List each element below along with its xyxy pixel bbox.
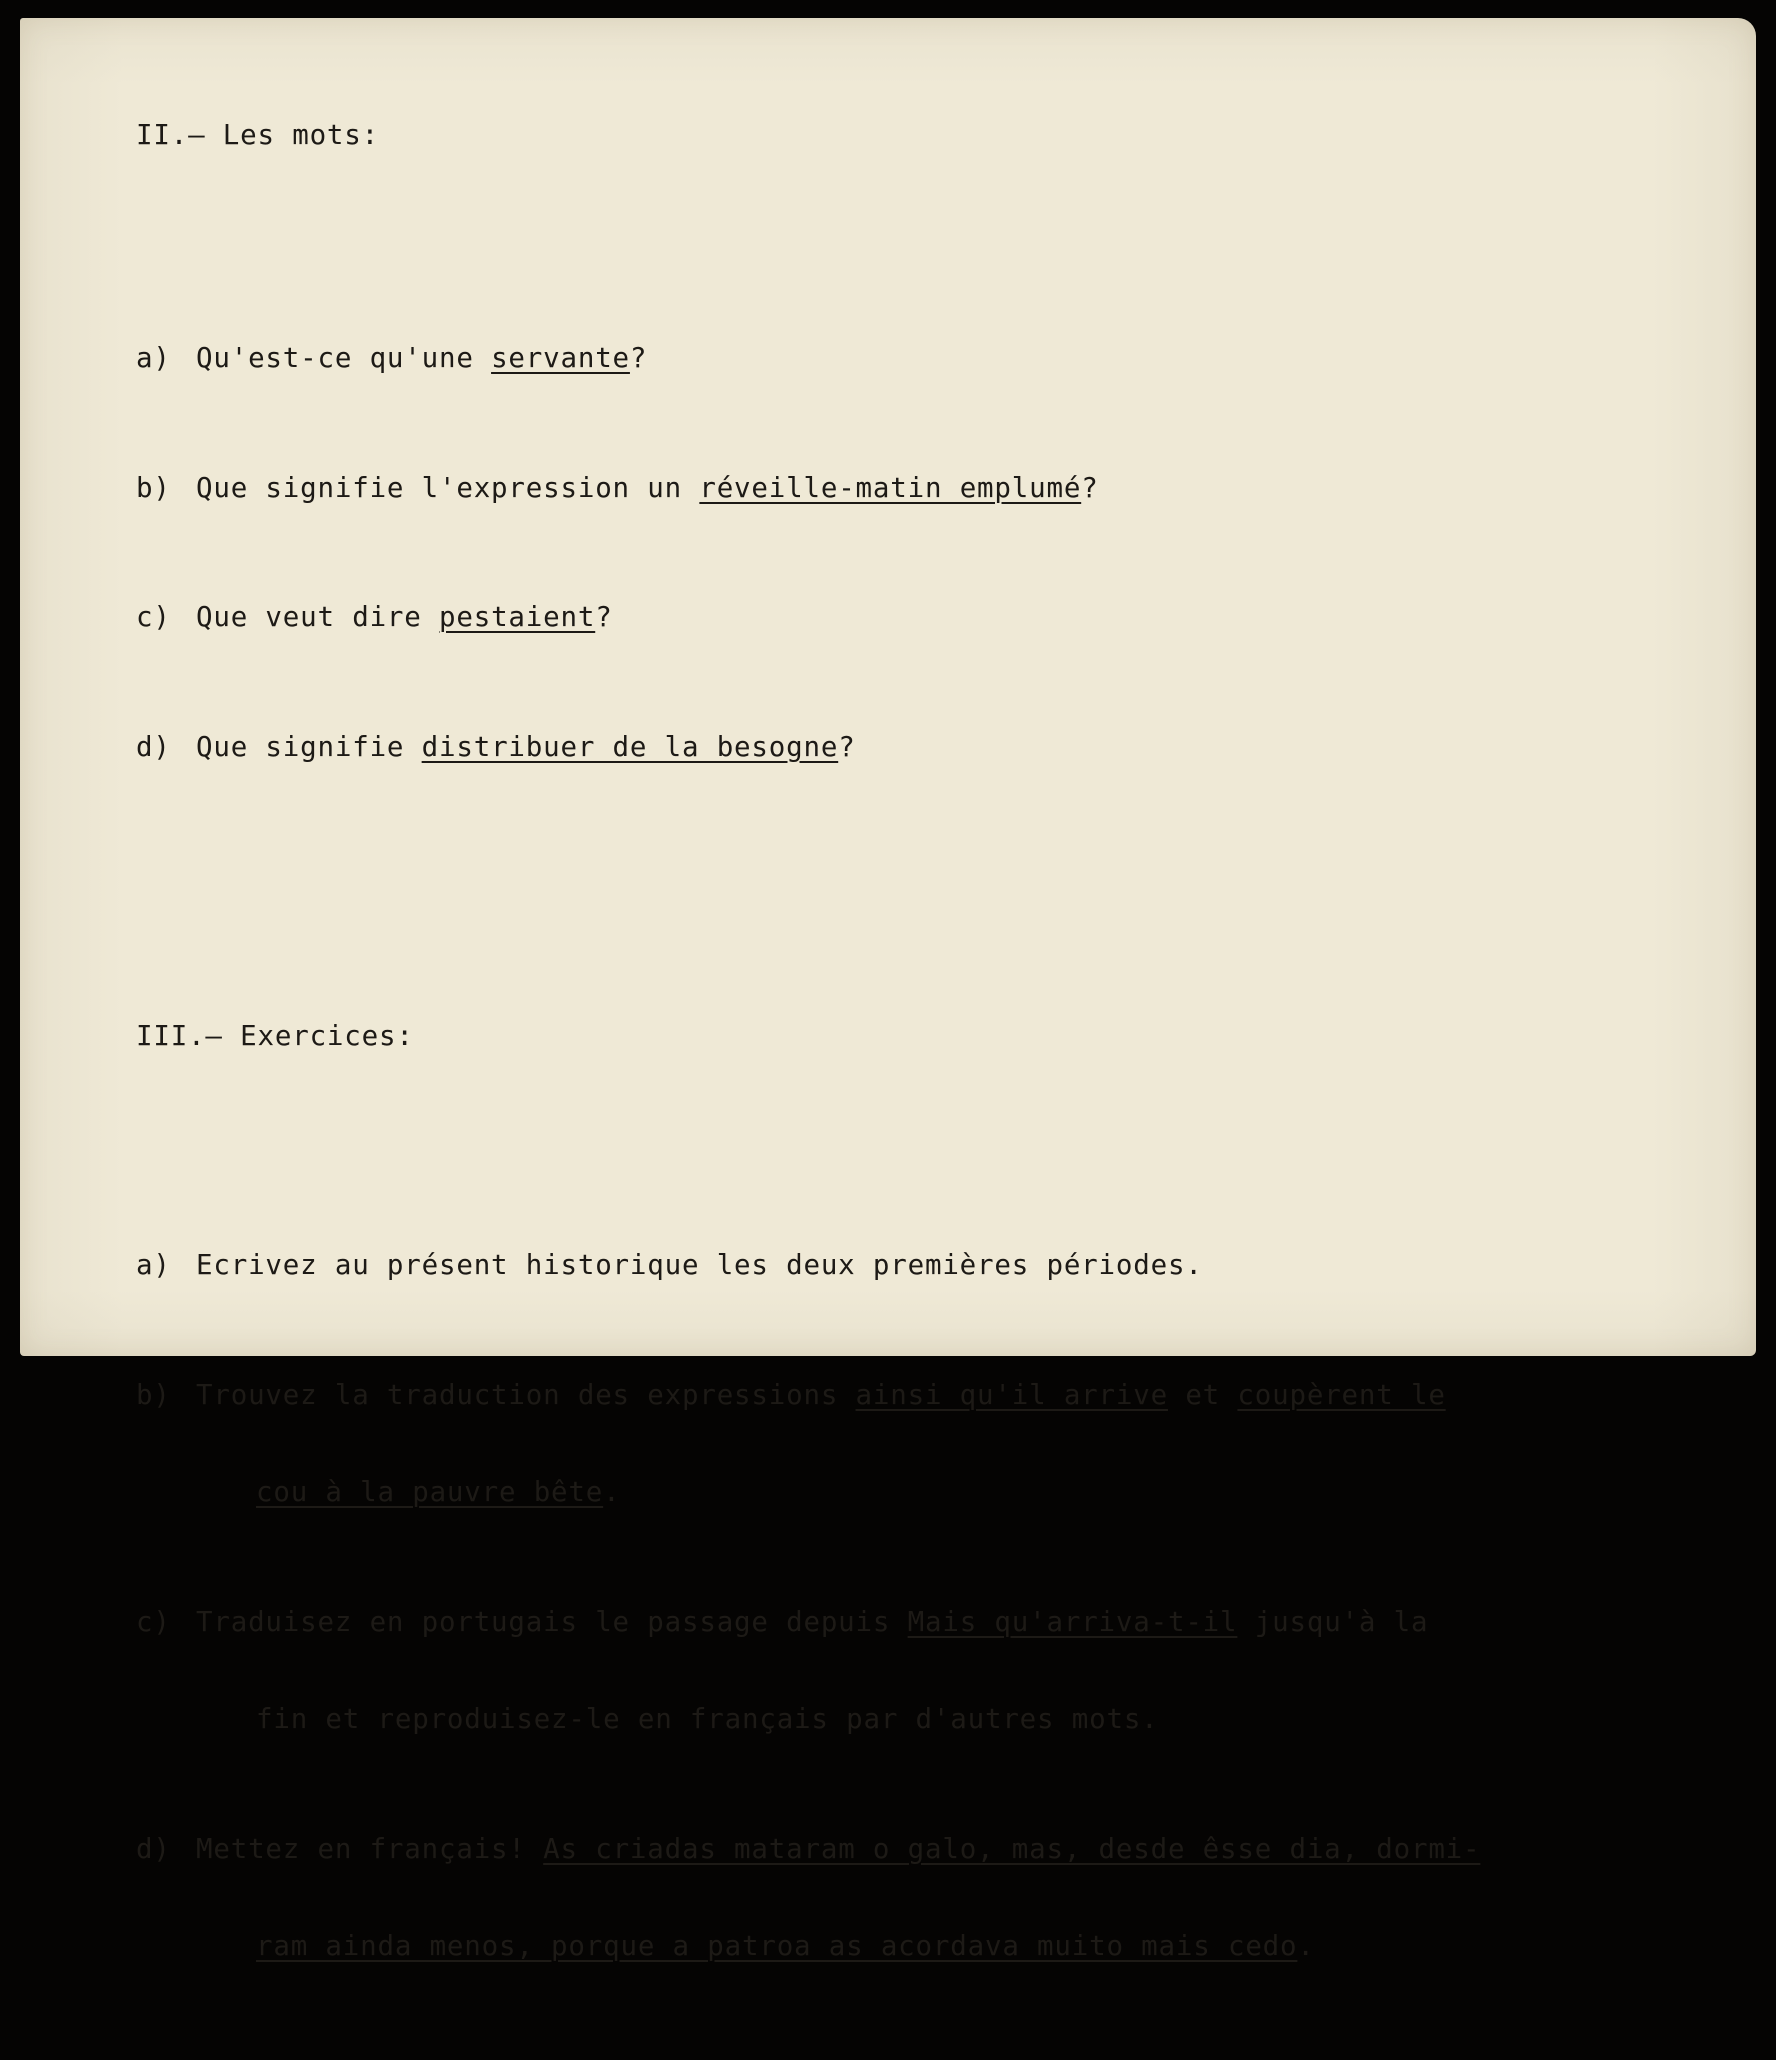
exercise-c-continuation [136,1703,1480,1737]
underlined-term: coupèrent le [1237,1378,1446,1411]
question-punct: ? [595,601,613,633]
spacer [136,1117,1480,1153]
exercise-d-continuation [136,1930,1480,1964]
underlined-term: ram ainda menos, porque a patroa as acordava muito mais cedo [256,1930,1298,1962]
question-text: Qu'est-ce qu'une [196,342,492,374]
item-marker: c) [136,1605,171,1638]
question-d [136,731,1480,765]
question-text: Que veut dire [196,601,439,633]
spacer [136,216,1480,246]
document-text [136,22,1480,2060]
section-3-heading: III.— Exercices: [136,1020,414,1052]
underlined-term: distribuer de la besogne [421,730,839,763]
item-marker: a) [136,342,171,374]
section-2-heading: II.— Les mots: [136,119,379,151]
exercise-text: jusqu'à la [1237,1605,1429,1638]
underlined-term: réveille-matin emplumé [699,471,1082,504]
exercise-punct: . [603,1476,621,1508]
exercise-b-continuation [136,1476,1480,1510]
underlined-term: pestaient [439,601,596,633]
exercise-d [136,1833,1480,1867]
item-marker: a) [136,1249,171,1281]
question-text: Que signifie [196,730,422,763]
item-marker: d) [136,1832,171,1865]
spacer [136,860,1480,923]
exercise-c [136,1606,1480,1640]
exercise-text: Traduisez en portugais le passage depuis [196,1605,908,1638]
underlined-term: Mais qu'arriva-t-il [907,1605,1238,1638]
exercise-text: Ecrivez au présent historique les deux premières périodes. [196,1249,1203,1281]
exercise-text: Trouvez la traduction des expressions [196,1378,856,1411]
underlined-term: servante [491,342,630,374]
item-marker: b) [136,471,171,504]
question-c [136,601,1480,635]
item-marker: d) [136,730,171,763]
question-punct: ? [629,342,648,374]
underlined-term: cou à la pauvre bête [256,1476,604,1508]
exercise-a [136,1249,1480,1283]
question-a [136,342,1480,376]
underlined-term: ainsi qu'il arrive [855,1378,1168,1411]
exercise-text: et [1167,1378,1238,1411]
document-page [20,18,1756,1962]
question-b [136,472,1480,506]
question-punct: ? [1081,471,1099,504]
exercise-b [136,1379,1480,1413]
item-marker: c) [136,601,171,633]
exercise-text: fin et reproduisez-le en français par d'autres mots. [256,1703,1159,1735]
exercise-punct: . [1297,1930,1315,1962]
question-punct: ? [838,730,856,763]
question-text: Que signifie l'expression un [196,471,700,504]
exercise-text: Mettez en français! [196,1832,544,1865]
item-marker: b) [136,1378,171,1411]
underlined-term: As criadas mataram o galo, mas, desde êsse dia, dormi- [543,1832,1481,1865]
